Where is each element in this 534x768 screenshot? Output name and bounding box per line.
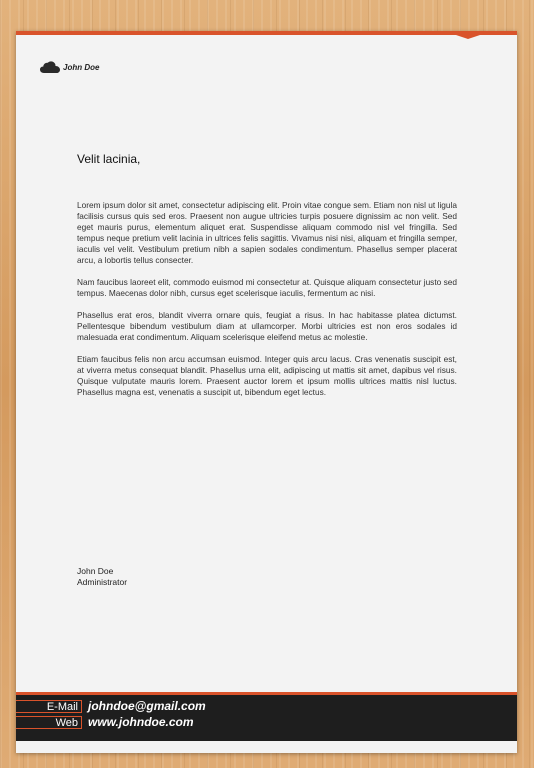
logo <box>40 61 99 73</box>
logo-text: John Doe <box>63 62 100 72</box>
contact-footer <box>16 692 517 741</box>
web-label: Web <box>16 716 82 729</box>
web-link[interactable]: www.johndoe.com <box>88 715 194 729</box>
signature-name: John Doe <box>77 566 114 576</box>
top-accent-rule <box>16 31 517 35</box>
salutation: Velit lacinia, <box>77 152 141 166</box>
signature-block <box>77 566 127 588</box>
cloud-icon <box>40 61 60 73</box>
letterhead-page <box>16 31 517 753</box>
top-accent-tab <box>444 31 492 39</box>
paragraph: Lorem ipsum dolor sit amet, consectetur adipiscing elit. Proin vitae congue sem. Etiam non nisl ut ligula facilisis cursus quis sed eros. Praesent non augue ultricies turpis posuere dignissim ac non velit. Sed eget mauris purus, elementum aliquet erat. Suspendisse aliquam commodo nisl vel fringilla. Sed tempus neque pretium velit lacinia in ultrices felis sagittis. Vivamus nisi nisi, aliquam et fringilla semper, iaculis vel velit. Vestibulum pretium nibh a sapien sodales condimentum. Phasellus semper placerat arcu, a lobortis tellus consecter. <box>77 200 457 265</box>
paragraph: Phasellus erat eros, blandit viverra ornare quis, feugiat a risus. In hac habitasse platea dictumst. Pellentesque bibendum vestibulum diam at ullamcorper. Morbi ultricies est non eros sodales id malesuada erat condimentum. Aliquam scelerisque eleifend metus ac molestie. <box>77 310 457 342</box>
paragraph: Nam faucibus laoreet elit, commodo euismod mi consectetur at. Quisque aliquam consectetur justo sed tempus. Maecenas dolor nibh, cursus eget scelerisque iaculis, fermentum ac nisi. <box>77 277 457 298</box>
letter-body <box>77 200 457 409</box>
email-link[interactable]: johndoe@gmail.com <box>88 699 206 713</box>
paragraph: Etiam faucibus felis non arcu accumsan euismod. Integer quis arcu lacus. Cras venenatis suscipit est, at viverra metus consequat blandit. Phasellus urna elit, adipiscing ut mattis sit amet, dapibus vel risus. Quisque vulputate mauris lorem. Praesent auctor lorem et ipsum mollis ultrices mattis nisl luctus. Phasellus magna est, venenatis a suscipit ut, bibendum eget lectus. <box>77 354 457 397</box>
email-label: E-Mail <box>16 700 82 713</box>
email-row <box>16 699 206 713</box>
web-row <box>16 715 194 729</box>
signature-title: Administrator <box>77 577 128 587</box>
